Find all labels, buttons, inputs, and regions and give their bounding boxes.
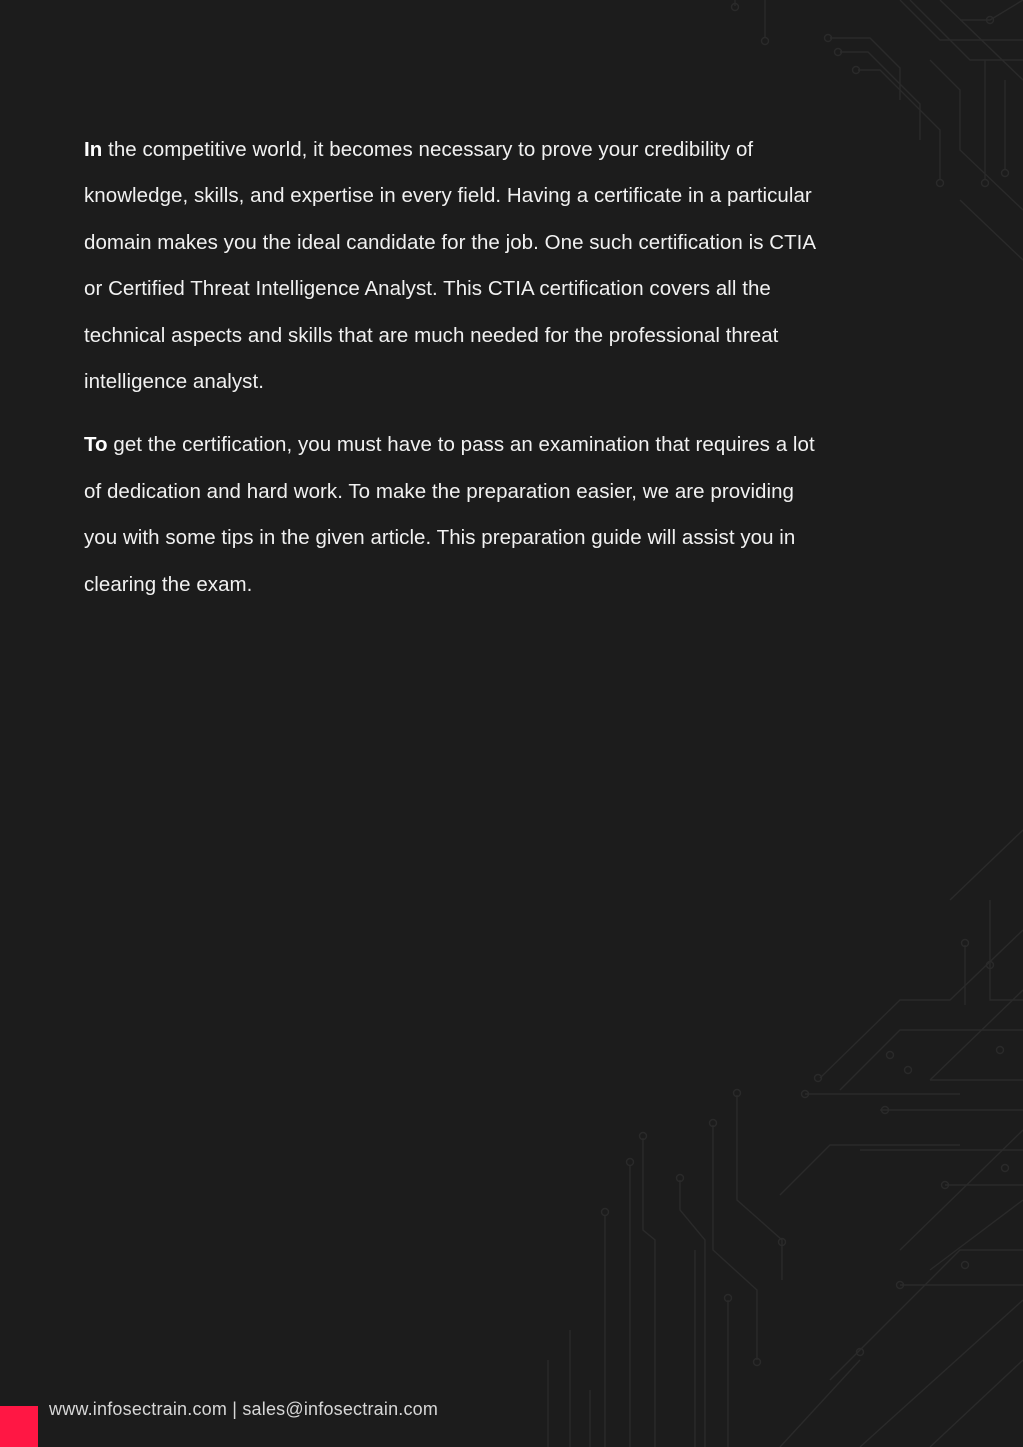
footer-accent-block [0, 1406, 38, 1447]
footer-contact: www.infosectrain.com | sales@infosectrain.com [49, 1399, 439, 1419]
paragraph-intro-lead: In [84, 138, 103, 161]
paragraph-certification-text: get the certification, you must have to pass an examination that requires a lot of dedication and hard work. To make the preparation easier, we are providing you with some tips in the given article. This preparation guide will assist you in clearing the exam. [84, 433, 815, 596]
paragraph-intro-text: the competitive world, it becomes necessary to prove your credibility of knowledge, skills, and expertise in every field. Having a certificate in a particular domain makes you the ideal candidate for the job. One such certification is CTIA or Certified Threat Intelligence Analyst. This CTIA certification covers all the technical aspects and skills that are much needed for the professional threat intelligence analyst. [84, 138, 817, 394]
paragraph-intro [84, 127, 924, 405]
article-body [84, 127, 924, 625]
paragraph-certification-lead: To [84, 433, 108, 457]
paragraph-certification [84, 422, 924, 608]
